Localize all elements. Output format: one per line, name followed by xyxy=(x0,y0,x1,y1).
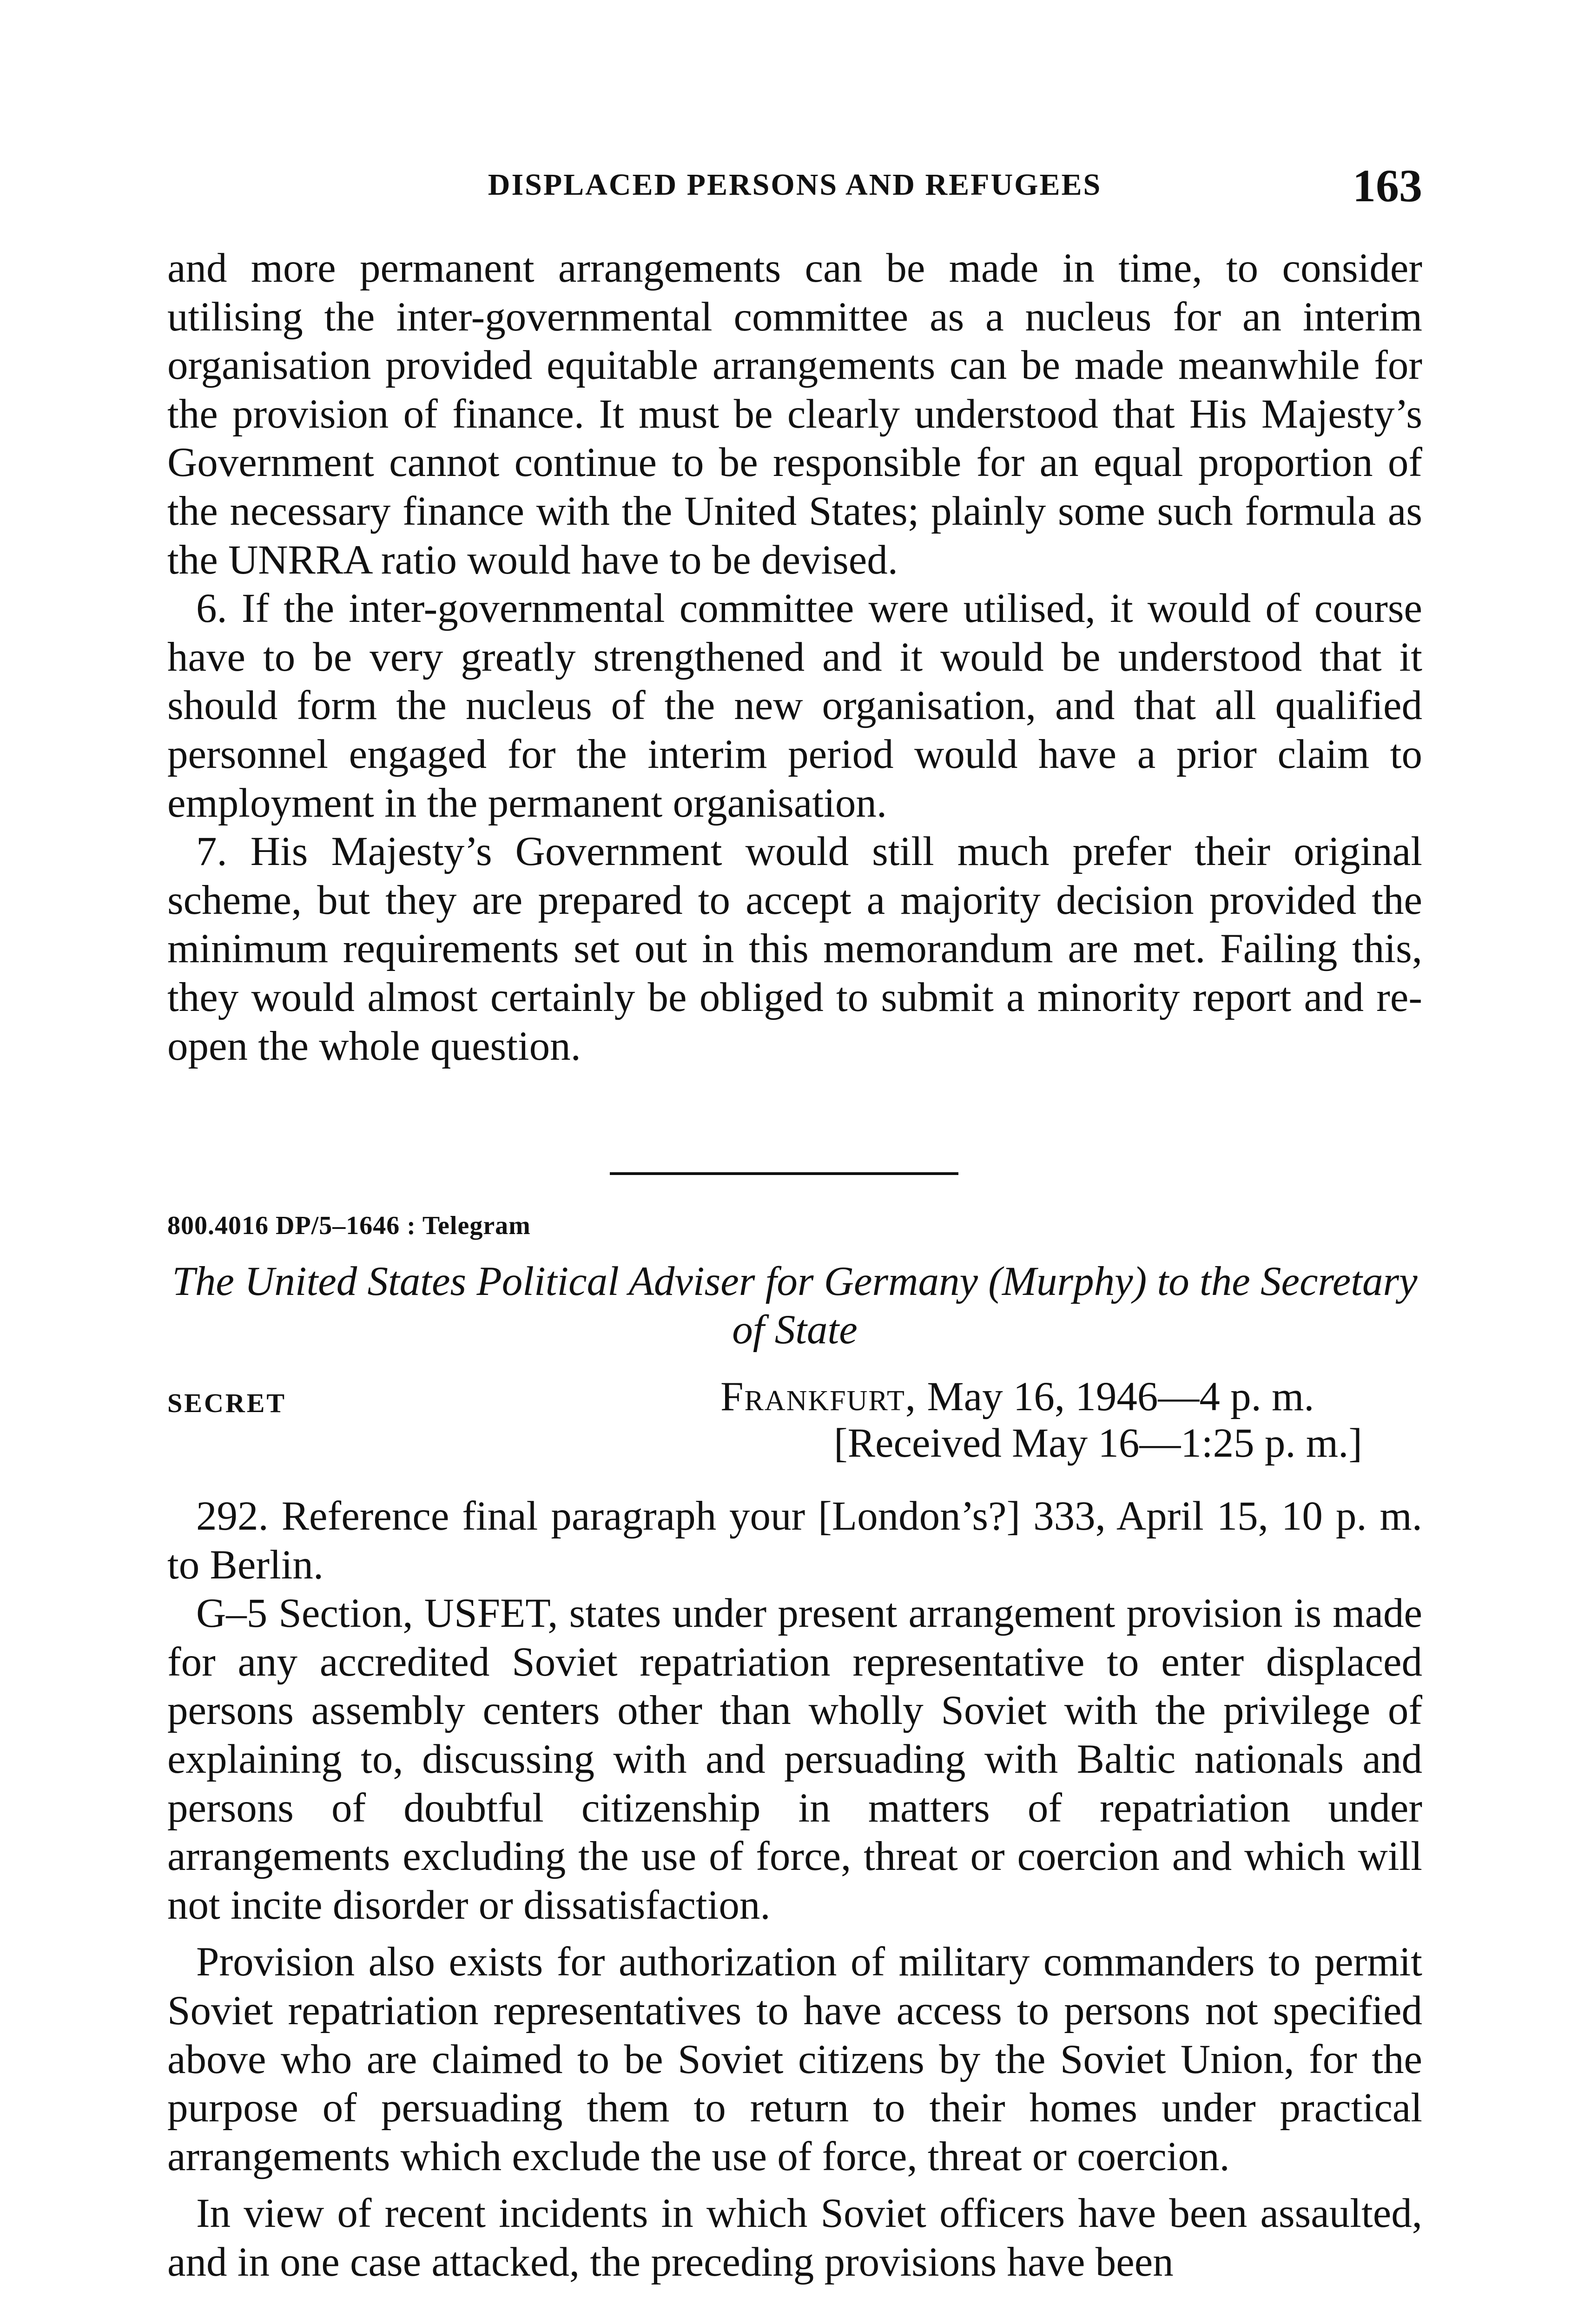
dateline xyxy=(720,1373,1362,1466)
classification-marking: SECRET xyxy=(167,1388,287,1418)
file-reference: 800.4016 DP/5–1646 : Telegram xyxy=(167,1211,531,1240)
received-note: [Received May 16—1:25 p. m.] xyxy=(834,1420,1362,1466)
page-number: 163 xyxy=(1353,160,1422,211)
telegram-body xyxy=(167,1492,1422,2287)
page-header xyxy=(167,160,1422,223)
dateline-place: Frankfurt, xyxy=(720,1374,917,1419)
telegram-paragraph-3: Provision also exists for authorization of military commanders to permit Soviet repatriation representatives to have access to persons not specified above who are claimed to be Soviet citizens by the Soviet Union, for the purpose of persuading them to return to their homes under practical arrangements which exclude the use of force, threat or coercion. xyxy=(167,1939,1422,2179)
telegram-paragraph-1: 292. Reference final paragraph your [London’s?] 333, April 15, 10 p. m. to Berlin. xyxy=(167,1493,1422,1588)
memo-paragraph-continued: and more permanent arrangements can be made in time, to consider utilising the inter-governmental committee as a nucleus for an interim organisation provided equitable arrangements can be made meanwhile for the provision of finance. It must be clearly understood that His Majesty’s Government cannot continue to be responsible for an equal proportion of the necessary finance with the United States; plainly some such formula as the UNRRA ratio would have to be devised. xyxy=(167,245,1422,583)
document-title: The United States Political Adviser for Germany (Murphy) to the Secretary of State xyxy=(172,1259,1418,1353)
memo-paragraph-7: 7. His Majesty’s Government would still much prefer their original scheme, but they are prepared to accept a majority decision provided the minimum requirements set out in this memorandum are met. Failing this, they would almost certainly be obliged to submit a minority report and re-open the whole question. xyxy=(167,829,1422,1069)
telegram-paragraph-4: In view of recent incidents in which Soviet officers have been assaulted, and in one case attacked, the preceding provisions have been xyxy=(167,2191,1422,2285)
section-divider xyxy=(610,1172,958,1175)
telegram-paragraph-2: G–5 Section, USFET, states under present arrangement provision is made for any accredited Soviet repatriation representative to enter displaced persons assembly centers other than wholly Soviet with the privilege of explaining to, discussing with and persuading with Baltic nationals and persons of doubtful citizenship in matters of repatriation under arrangements excluding the use of force, threat or coercion and which will not incite disorder or dissatisfaction. xyxy=(167,1591,1422,1928)
memo-paragraph-6: 6. If the inter-governmental committee were utilised, it would of course have to be very greatly strengthened and it would be understood that it should form the nucleus of the new organisation, and that all qualified personnel engaged for the interim period would have a prior claim to employment in the permanent organisation. xyxy=(167,586,1422,826)
running-head: DISPLACED PERSONS AND REFUGEES xyxy=(488,168,1102,202)
memo-continuation xyxy=(167,244,1422,1070)
dateline-date: May 16, 1946—4 p. m. xyxy=(927,1374,1314,1419)
